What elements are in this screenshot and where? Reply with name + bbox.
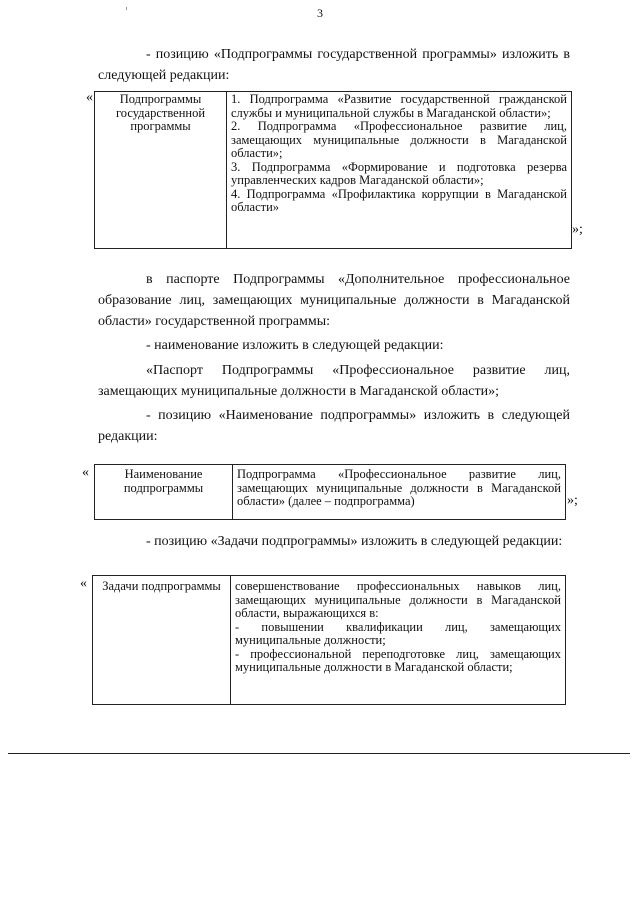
name-table-content: Подпрограмма «Профессиональное развитие лиц, замещающих муниципальные должности в Магаданской области» (далее – подпрограмма) [237,467,561,508]
subprograms-table [94,91,572,249]
open-quote: « [86,90,93,105]
name-table [94,464,566,520]
task-item-3: - профессиональной переподготовке лиц, замещающих муниципальные должности в Магаданской области; [235,646,561,674]
tasks-table [92,575,566,705]
page-number: 3 [317,6,323,20]
paragraph-subprograms-intro: - позицию «Подпрограммы государственной программы» изложить в следующей редакции: [98,47,570,83]
tasks-table-label: Задачи подпрограммы [93,576,231,704]
paragraph-name-position: - позицию «Наименование подпрограммы» изложить в следующей редакции: [98,408,570,444]
paragraph-tasks-position: - позицию «Задачи подпрограммы» изложить в следующей редакции: [146,534,563,549]
subprogram-item-2: 2. Подпрограмма «Профессиональное развитие лиц, замещающих муниципальные должности в Магаданской области»; [231,119,567,160]
subprograms-table-label: Подпрограммы государственной программы [95,92,227,248]
subprograms-table-content [227,92,571,248]
tasks-table-content [231,576,565,704]
open-quote: « [80,576,87,591]
subprogram-item-4: 4. Подпрограмма «Профилактика коррупции в Магаданской области» [231,186,567,214]
paragraph-passport-title: «Паспорт Подпрограммы «Профессиональное развитие лиц, замещающих муниципальные должности в Магаданской области»; [98,363,570,399]
subprogram-item-1: 1. Подпрограмма «Развитие государственной гражданской службы и муниципальной службы в Магаданской области»; [231,92,567,120]
close-quote: »; [572,222,583,237]
bottom-rule [8,753,630,754]
close-quote: »; [567,493,578,508]
open-quote: « [82,465,89,480]
task-item-2: - повышении квалификации лиц, замещающих муниципальные должности; [235,619,561,647]
subprogram-item-3: 3. Подпрограмма «Формирование и подготовка резерва управленческих кадров Магаданской области»; [231,159,567,187]
task-item-1: совершенствование профессиональных навыков лиц, замещающих муниципальные должности в Магаданской области, выражающихся в: [235,579,561,620]
name-table-label: Наименование подпрограммы [95,465,233,519]
paragraph-name-edit: - наименование изложить в следующей редакции: [146,338,444,353]
paragraph-passport: в паспорте Подпрограммы «Дополнительное профессиональное образование лиц, замещающих муниципальные должности в Магаданской области» государственной программы: [98,272,570,329]
